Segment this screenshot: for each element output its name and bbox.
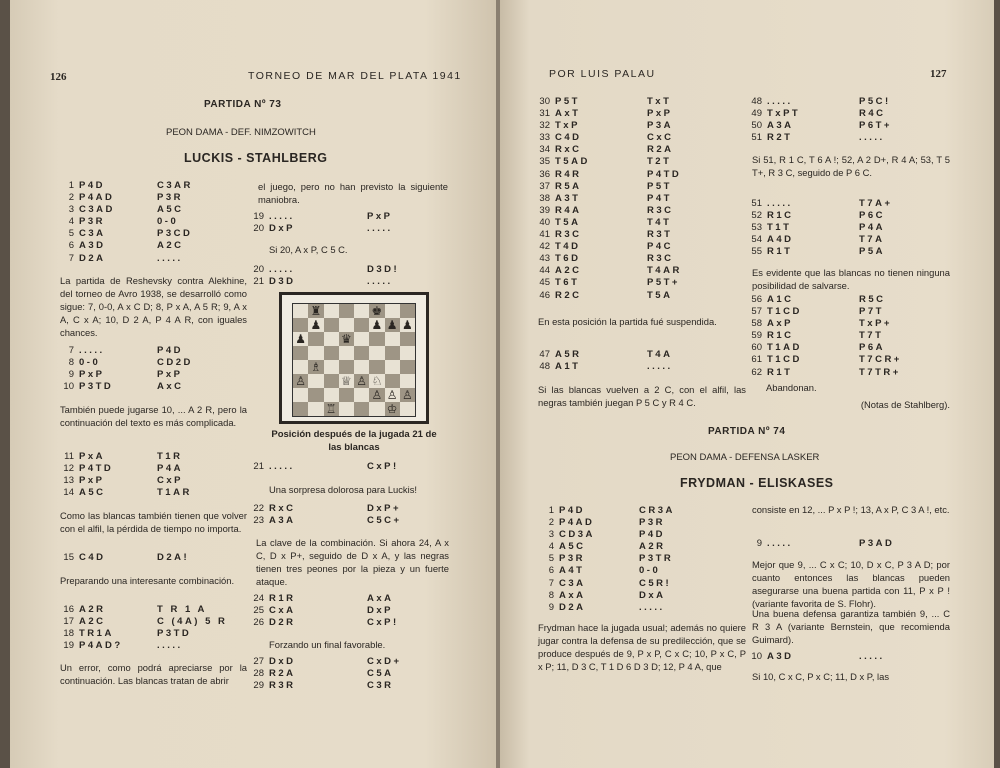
- move-row: 48 ..... P5C!: [751, 96, 891, 107]
- move-row: 37 R5A P5T: [539, 180, 672, 192]
- move-row: 14 A5C T1AR: [63, 487, 192, 499]
- board-square: ♛: [339, 332, 354, 346]
- opening-name: PEON DAMA - DEF. NIMZOWITCH: [166, 127, 316, 138]
- moves-block: [60, 345, 193, 393]
- game-number: PARTIDA Nº 74: [708, 426, 786, 437]
- move-row: 18 TR1A P3TD: [63, 628, 192, 640]
- board-square: ♔: [385, 402, 400, 416]
- notes-credit: (Notas de Stahlberg).: [860, 399, 950, 410]
- move-row: 59 R1C T7T: [751, 330, 884, 342]
- board-square: [293, 388, 308, 402]
- board-square: [354, 402, 369, 416]
- move-row: 51 R2T .....: [751, 132, 885, 144]
- move-row: 6 A3D A2C: [68, 240, 184, 252]
- board-square: [354, 332, 369, 346]
- board-square: ♟: [385, 318, 400, 332]
- move-row: 42 T4D P4C: [539, 241, 673, 253]
- move-row: 12 P4TD P4A: [63, 463, 183, 475]
- move-row: 33 C4D CxC: [539, 132, 674, 144]
- opening-name: PEON DAMA - DEFENSA LASKER: [670, 452, 820, 463]
- moves-block: [250, 503, 402, 527]
- move-row: 41 R3C R3T: [539, 229, 673, 241]
- move-row: 47 A5R T4A: [539, 349, 673, 360]
- board-square: [385, 360, 400, 374]
- move-row: 20 DxP .....: [253, 223, 393, 235]
- board-square: [385, 304, 400, 318]
- board-square: [339, 388, 354, 402]
- board-square: [369, 346, 384, 360]
- board-square: ♙: [369, 388, 384, 402]
- moves-block: [250, 461, 399, 473]
- board-square: [369, 402, 384, 416]
- board-square: [308, 388, 323, 402]
- players-title: LUCKIS - STAHLBERG: [184, 151, 328, 165]
- board-square: [293, 304, 308, 318]
- move-row: 36 R4R P4TD: [539, 168, 682, 180]
- move-row: 7 ..... P4D: [68, 345, 183, 356]
- commentary: Mejor que 9, ... C x C; 10, D x C, P 3 A D; por cuanto entonces las blancas pueden asegurarse una buena partida con 11, P x P ! (variante favorita de S. Flohr).: [752, 559, 950, 609]
- commentary: Frydman hace la jugada usual; además no quiere jugar contra la defensa de su predilección, que se produce después de 9, P x P, C x C; 10, P x C, P x P; 11, D 3 C, T 1 D 6 D 3 D; 12, P 4 A, que: [538, 622, 746, 672]
- moves-block: [250, 211, 393, 235]
- move-row: 22 RxC DxP+: [253, 503, 402, 514]
- move-row: 27 DxD CxD+: [253, 656, 402, 667]
- move-row: 51 ..... T7A+: [751, 198, 893, 209]
- players-title: FRYDMAN - ELISKASES: [680, 476, 834, 490]
- moves-block: [536, 96, 682, 302]
- board-square: [354, 360, 369, 374]
- move-row: 54 A4D T7A: [751, 234, 885, 246]
- move-row: 50 A3A P6T+: [751, 120, 892, 132]
- commentary: Preparando una interesante combinación.: [60, 575, 235, 586]
- move-row: 56 A1C R5C: [751, 294, 886, 305]
- move-row: 30 P5T TxT: [539, 96, 672, 107]
- commentary: Una buena defensa garantiza también 9, ... C R 3 A (variante Bernstein, que recomienda Guimard).: [752, 608, 950, 645]
- move-row: 48 A1T .....: [539, 361, 673, 373]
- move-row: 29 R3R C3R: [253, 680, 394, 692]
- moves-block: [250, 264, 399, 288]
- move-row: 60 T1AD P6A: [751, 342, 885, 354]
- board-square: [308, 402, 323, 416]
- board-square: ♕: [339, 374, 354, 388]
- board-square: [400, 360, 415, 374]
- board-square: [293, 402, 308, 416]
- move-row: 38 A3T P4T: [539, 192, 672, 204]
- commentary: La clave de la combinación. Si ahora 24, A x C, D x P+, seguido de D x A, y las negras tienen tres peones por la pieza y un fuerte ataque.: [256, 537, 449, 587]
- running-header-right: POR LUIS PALAU: [549, 68, 656, 80]
- left-page: [10, 0, 498, 768]
- board-square: ♟: [369, 318, 384, 332]
- move-row: 44 A2C T4AR: [539, 265, 682, 277]
- board-square: [308, 374, 323, 388]
- board-square: [354, 388, 369, 402]
- commentary: Una sorpresa dolorosa para Luckis!: [269, 484, 417, 495]
- move-row: 10 A3D .....: [751, 651, 885, 662]
- board-square: [339, 346, 354, 360]
- chess-diagram: [279, 292, 429, 424]
- board-square: [400, 346, 415, 360]
- move-row: 43 T6D R3C: [539, 253, 674, 265]
- move-row: 57 T1CD P7T: [751, 306, 884, 318]
- move-row: 2 P4AD P3R: [548, 517, 665, 529]
- commentary: En esta posición la partida fué suspendida.: [538, 316, 717, 327]
- commentary: Como las blancas también tienen que volver con el alfil, la pérdida de tiempo no importa.: [60, 510, 247, 534]
- board-square: [324, 374, 339, 388]
- move-row: 10 P3TD AxC: [63, 381, 184, 393]
- moves-block: [60, 552, 189, 564]
- moves-block: [250, 656, 402, 692]
- move-row: 21 D3D .....: [253, 276, 393, 288]
- board-square: ♟: [293, 332, 308, 346]
- board-square: [339, 402, 354, 416]
- move-row: 6 A4T 0-0: [548, 565, 661, 577]
- move-row: 34 RxC R2A: [539, 144, 674, 156]
- move-row: 26 D2R CxP!: [253, 617, 399, 629]
- move-row: 16 A2R T R 1 A: [63, 604, 207, 615]
- diagram-caption: [256, 428, 452, 454]
- move-row: 49 TxPT R4C: [751, 108, 886, 120]
- commentary: Forzando un final favorable.: [269, 639, 386, 650]
- move-row: 19 P4AD? .....: [63, 640, 183, 652]
- board-square: [369, 332, 384, 346]
- board-square: ♟: [400, 318, 415, 332]
- board-square: [308, 346, 323, 360]
- move-row: 5 P3R P3TR: [548, 553, 674, 565]
- board-square: [354, 346, 369, 360]
- board-square: [400, 402, 415, 416]
- move-row: 35 T5AD T2T: [539, 156, 672, 168]
- move-row: 61 T1CD T7CR+: [751, 354, 902, 366]
- commentary: consiste en 12, ... P x P !; 13, A x P, C 3 A !, etc.: [752, 504, 950, 515]
- move-row: 7 D2A .....: [68, 252, 183, 264]
- commentary: Es evidente que las blancas no tienen ninguna posibilidad de salvarse.: [752, 267, 950, 291]
- move-row: 53 T1T P4A: [751, 222, 885, 234]
- commentary: Si 51, R 1 C, T 6 A !; 52, A 2 D+, R 4 A; 53, T 5 T+, R 3 C, seguido de P 6 C.: [752, 154, 950, 178]
- board-square: [400, 332, 415, 346]
- move-row: 31 AxT PxP: [539, 108, 673, 120]
- board-square: ♙: [400, 388, 415, 402]
- page-number-right: 127: [930, 68, 947, 80]
- commentary: Abandonan.: [766, 382, 817, 393]
- commentary: el juego, pero no han previsto la siguiente maniobra.: [258, 181, 448, 205]
- commentary: Si 10, C x C, P x C; 11, D x P, las: [752, 671, 890, 682]
- move-row: 32 TxP P3A: [539, 120, 673, 132]
- board-square: [354, 318, 369, 332]
- board-square: [385, 374, 400, 388]
- commentary: La partida de Reshevsky contra Alekhine, del torneo de Avro 1938, se desarrolló como sigue: 7, 0-0, A x C D; 8, P x A, A 5 R; 9, A x A, C x A; 10, D 2 A, P 4 A R, con iguales chances.: [60, 275, 247, 338]
- move-row: 11 PxA T1R: [64, 451, 183, 462]
- diagram-caption-line: Posición después de la jugada 21 de: [271, 429, 437, 440]
- move-row: 9 ..... P3AD: [756, 538, 895, 549]
- board-square: ♙: [293, 374, 308, 388]
- move-row: 19 ..... PxP: [253, 211, 393, 222]
- board-square: ♗: [308, 360, 323, 374]
- board-square: [293, 346, 308, 360]
- board-square: [293, 318, 308, 332]
- chess-board-grid: [292, 303, 416, 417]
- move-row: 1 P4D C3AR: [68, 180, 193, 191]
- board-square: [354, 304, 369, 318]
- board-square: [324, 318, 339, 332]
- board-square: [339, 318, 354, 332]
- board-square: ♟: [308, 318, 323, 332]
- move-row: 21 ..... CxP!: [253, 461, 399, 472]
- move-row: 52 R1C P6C: [751, 210, 885, 222]
- running-header-left: TORNEO DE MAR DEL PLATA 1941: [248, 70, 462, 82]
- move-row: 3 CD3A P4D: [548, 529, 665, 541]
- board-square: [324, 360, 339, 374]
- board-square: [385, 346, 400, 360]
- move-row: 3 C3AD A5C: [68, 204, 184, 216]
- moves-block: [748, 96, 892, 144]
- board-square: ♚: [369, 304, 384, 318]
- game-number: PARTIDA Nº 73: [204, 99, 282, 110]
- move-row: 15 C4D D2A!: [63, 552, 190, 563]
- move-row: 20 ..... D3D!: [253, 264, 400, 275]
- moves-block: [536, 349, 673, 373]
- moves-block: [250, 593, 399, 629]
- board-square: [400, 304, 415, 318]
- board-square: [324, 332, 339, 346]
- move-row: 8 AxA DxA: [548, 589, 666, 601]
- board-square: [339, 360, 354, 374]
- move-row: 23 A3A C5C+: [253, 515, 402, 527]
- board-square: ♜: [308, 304, 323, 318]
- board-square: [385, 332, 400, 346]
- move-row: 4 P3R 0-0: [68, 216, 179, 228]
- commentary: Si 20, A x P, C 5 C.: [269, 244, 348, 255]
- commentary: Un error, como podrá apreciarse por la continuación. Las blancas tratan de abrir: [60, 662, 247, 686]
- move-row: 17 A2C C (4A) 5 R: [63, 616, 228, 628]
- move-row: 9 D2A .....: [548, 601, 665, 613]
- move-row: 55 R1T P5A: [751, 246, 885, 258]
- move-row: 25 CxA DxP: [253, 605, 393, 617]
- board-square: [293, 360, 308, 374]
- move-row: 2 P4AD P3R: [68, 192, 183, 204]
- move-row: 45 T6T P5T+: [539, 277, 680, 289]
- move-row: 58 AxP TxP+: [751, 318, 892, 330]
- board-square: ♘: [369, 374, 384, 388]
- board-square: [324, 304, 339, 318]
- move-row: 40 T5A T4T: [539, 216, 672, 228]
- move-row: 46 R2C T5A: [539, 289, 673, 301]
- move-row: 1 P4D CR3A: [548, 505, 675, 516]
- board-square: [339, 304, 354, 318]
- move-row: 13 PxP CxP: [63, 475, 183, 487]
- moves-block: [748, 294, 902, 379]
- move-row: 9 PxP PxP: [68, 369, 183, 381]
- move-row: 7 C3A C5R!: [548, 577, 672, 589]
- board-square: [369, 360, 384, 374]
- board-square: [324, 388, 339, 402]
- moves-block: [60, 604, 227, 652]
- move-row: 28 R2A C5A: [253, 668, 394, 680]
- move-row: 24 R1R AxA: [253, 593, 394, 604]
- right-page: [500, 0, 994, 768]
- page-number-left: 126: [50, 71, 67, 83]
- move-row: 4 A5C A2R: [548, 541, 666, 553]
- board-square: ♙: [354, 374, 369, 388]
- board-square: [324, 346, 339, 360]
- move-row: 5 C3A P3CD: [68, 228, 193, 240]
- move-row: 62 R1T T7TR+: [751, 366, 901, 378]
- board-square: ♖: [324, 402, 339, 416]
- moves-block: [60, 451, 192, 499]
- moves-block: [540, 505, 675, 614]
- commentary: También puede jugarse 10, ... A 2 R, pero la continuación del texto es más complicada.: [60, 404, 247, 428]
- moves-block: [748, 538, 894, 550]
- board-square: [308, 332, 323, 346]
- board-square: ♙: [385, 388, 400, 402]
- moves-block: [60, 180, 193, 265]
- move-row: 39 R4A R3C: [539, 204, 674, 216]
- diagram-caption-line: las blancas: [328, 442, 380, 453]
- commentary: Si las blancas vuelven a 2 C, con el alfil, las negras también juegan P 5 C y R 4 C.: [538, 384, 746, 408]
- move-row: 8 0-0 CD2D: [68, 357, 193, 369]
- moves-block: [748, 651, 885, 663]
- moves-block: [748, 198, 893, 258]
- board-square: [400, 374, 415, 388]
